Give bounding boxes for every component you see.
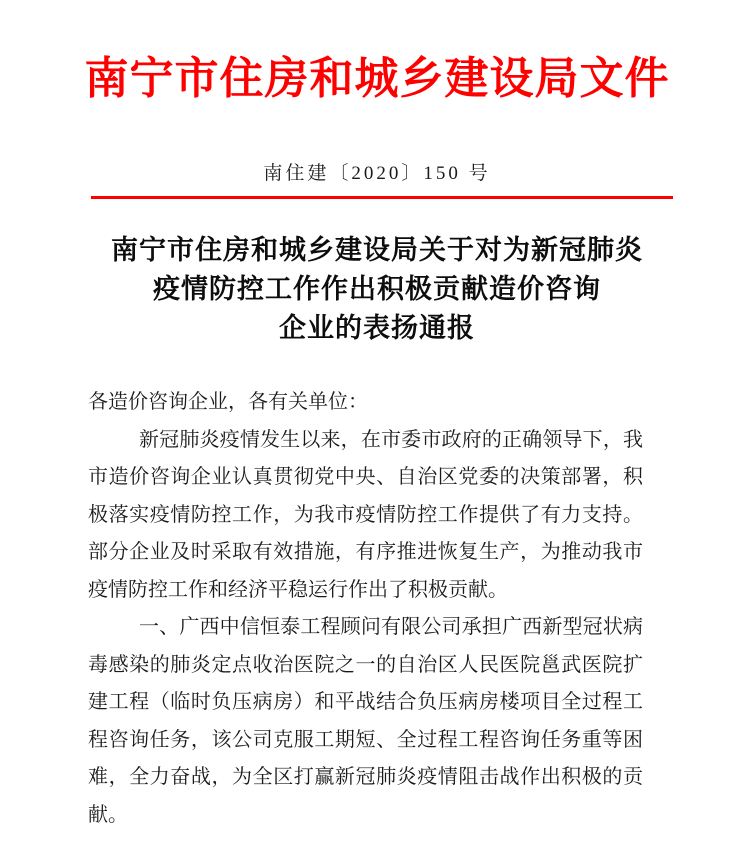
paragraph-2 [88,609,643,834]
document-title [0,231,754,348]
document-number: 南住建〔2020〕150 号 [263,163,491,184]
red-divider-line [91,196,673,199]
paragraph-1-line-4: 部分企业及时采取有效措施，有序推进恢复生产，为推动我市 [88,541,643,563]
paragraph-1-line-5: 疫情防控工作和经济平稳运行作出了积极贡献。 [88,578,508,601]
paragraph-2-line-4: 程咨询任务，该公司克服工期短、全过程工程咨询任务重等困 [88,728,643,751]
document-title-line-1: 南宁市住房和城乡建设局关于对为新冠肺炎 [111,235,643,265]
paragraph-2-line-5: 难，全力奋战，为全区打赢新冠肺炎疫情阻击战作出积极的贡 [88,766,643,788]
paragraph-1 [88,422,643,610]
paragraph-2-line-2: 毒感染的肺炎定点收治医院之一的自治区人民医院邕武医院扩 [88,653,643,676]
paragraph-2-line-3: 建工程（临时负压病房）和平战结合负压病房楼项目全过程工 [88,691,643,713]
salutation-line: 各造价咨询企业，各有关单位： [88,391,368,413]
paragraph-1-line-1: 新冠肺炎疫情发生以来，在市委市政府的正确领导下，我 [139,428,643,451]
document-title-line-2: 疫情防控工作作出积极贡献造价咨询 [153,274,601,304]
document-header-title: 南宁市住房和城乡建设局文件 [84,54,670,103]
document-title-line-3: 企业的表扬通报 [279,313,475,343]
document-body [88,384,643,834]
paragraph-1-line-2: 市造价咨询企业认真贯彻党中央、自治区党委的决策部署，积 [88,466,643,488]
paragraph-2-line-1: 一、广西中信恒泰工程顾问有限公司承担广西新型冠状病 [139,616,643,638]
paragraph-2-line-6: 献。 [88,803,128,826]
paragraph-1-line-3: 极落实疫情防控工作，为我市疫情防控工作提供了有力支持。 [88,503,643,526]
